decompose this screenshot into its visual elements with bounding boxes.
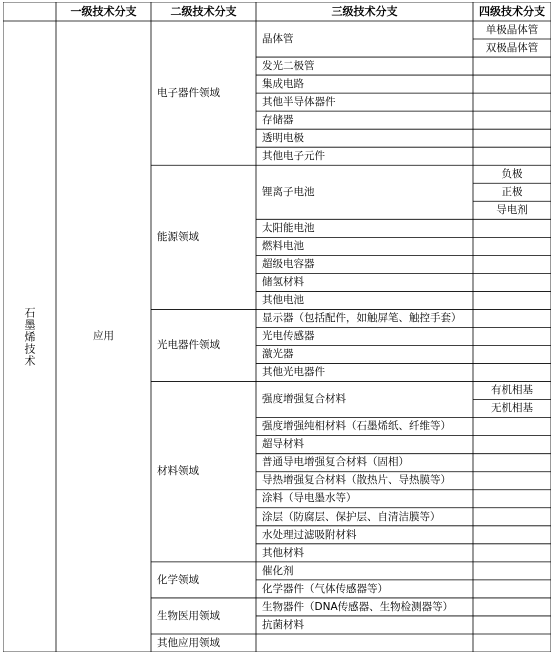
level3-item: 储氢材料 bbox=[262, 276, 304, 289]
level2-branch: 光电器件领域 bbox=[157, 339, 220, 352]
technology-branch-table bbox=[3, 2, 551, 652]
level3-item: 其他半导体器件 bbox=[262, 95, 336, 108]
level2-branch: 材料领域 bbox=[157, 465, 199, 478]
level3-item: 水处理过滤吸附材料 bbox=[262, 528, 357, 541]
level2-branch: 其他应用领域 bbox=[157, 636, 220, 649]
header-level1: 一级技术分支 bbox=[70, 5, 137, 18]
level4-item: 导电剂 bbox=[496, 204, 528, 217]
level3-item: 光电传感器 bbox=[262, 330, 315, 343]
level3-item: 发光二极管 bbox=[262, 59, 315, 72]
level4-item: 双极晶体管 bbox=[485, 41, 539, 54]
level3-item: 存储器 bbox=[262, 113, 294, 126]
level3-item: 抗菌材料 bbox=[262, 618, 304, 631]
level3-item: 强度增强复合材料 bbox=[262, 393, 346, 406]
level3-item: 其他材料 bbox=[262, 546, 304, 559]
level4-item: 负极 bbox=[501, 167, 523, 180]
level3-item: 导热增强复合材料（散热片、导热膜等） bbox=[262, 474, 451, 487]
level3-item: 其他电子元件 bbox=[262, 149, 325, 162]
level4-item: 正极 bbox=[501, 186, 523, 198]
level3-item: 锂离子电池 bbox=[262, 186, 315, 198]
level3-item: 其他光电器件 bbox=[262, 366, 325, 379]
level3-item: 化学器件（气体传感器等） bbox=[262, 582, 388, 595]
level3-item: 晶体管 bbox=[262, 32, 294, 45]
level3-item: 其他电池 bbox=[262, 294, 304, 307]
level2-branch: 生物医用领域 bbox=[157, 609, 220, 622]
header-level2: 二级技术分支 bbox=[170, 5, 237, 18]
level3-item: 普通导电增强复合材料（固相） bbox=[262, 456, 409, 469]
header-level4: 四级技术分支 bbox=[479, 5, 545, 18]
level3-item: 燃料电池 bbox=[262, 240, 304, 253]
level2-branch: 化学领域 bbox=[157, 573, 199, 586]
level3-item: 强度增强纯相材料（石墨烯纸、纤维等） bbox=[262, 420, 451, 433]
level4-item: 有机相基 bbox=[491, 384, 533, 397]
level3-item: 太阳能电池 bbox=[262, 222, 315, 235]
level3-item: 透明电极 bbox=[262, 131, 304, 144]
level4-item: 无机相基 bbox=[491, 402, 533, 415]
level3-item: 超级电容器 bbox=[262, 258, 315, 271]
level3-item: 涂料（导电墨水等） bbox=[262, 492, 357, 505]
level3-item: 催化剂 bbox=[262, 564, 294, 577]
level3-item: 涂层（防腐层、保护层、自清洁膜等） bbox=[262, 510, 441, 523]
level3-item: 显示器（包括配件，如触屏笔、触控手套） bbox=[262, 312, 462, 325]
level3-item: 生物器件（DNA传感器、生物检测器等） bbox=[262, 600, 454, 613]
header-root bbox=[3, 2, 56, 21]
level4-item: 单极晶体管 bbox=[485, 23, 539, 36]
level3-item: 超导材料 bbox=[262, 438, 304, 451]
level2-branch: 电子器件领域 bbox=[157, 86, 220, 99]
level2-branch: 能源领域 bbox=[157, 231, 199, 244]
level3-item bbox=[256, 634, 473, 652]
level3-item: 集成电路 bbox=[262, 77, 304, 90]
level1-category-cell: 应用 bbox=[93, 330, 114, 343]
header-level3: 三级技术分支 bbox=[331, 5, 398, 18]
level3-item: 激光器 bbox=[262, 348, 294, 361]
root-category-cell: 石墨烯技术 bbox=[23, 306, 36, 367]
